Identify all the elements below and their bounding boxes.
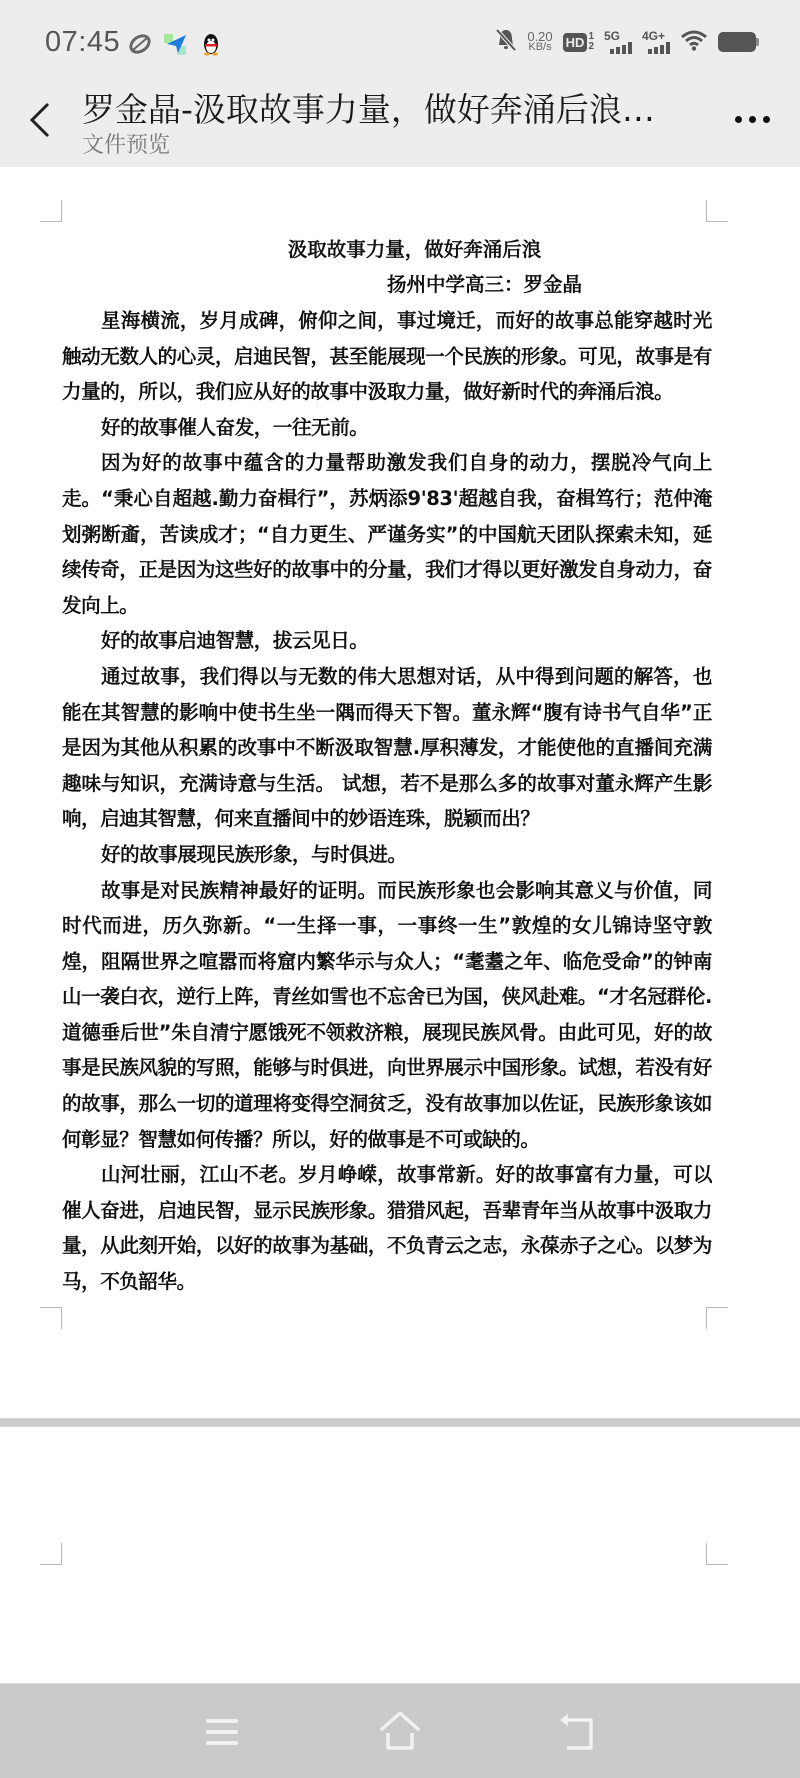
back-icon xyxy=(557,1712,601,1752)
page-corner-mark xyxy=(706,1307,728,1329)
essay-author: 扬州中学高三：罗金晶 xyxy=(386,273,582,296)
home-icon xyxy=(378,1712,422,1752)
document-body xyxy=(62,232,712,1300)
sync-icon xyxy=(128,33,152,59)
document-page-2[interactable] xyxy=(0,1427,800,1683)
mute-bell-icon xyxy=(495,28,517,56)
section-heading: 好的故事催人奋发，一往无前。 xyxy=(101,415,369,439)
more-dot-icon xyxy=(749,116,756,123)
qq-penguin-icon xyxy=(200,32,222,60)
paper-plane-icon xyxy=(164,32,188,60)
page-corner-mark xyxy=(706,1543,728,1565)
battery-icon xyxy=(718,32,756,52)
paragraph: 因为好的故事中蕴含的力量帮助激发我们自身的动力，摆脱冷气向上走。“秉心自超越.勤力奋楫行”，苏炳添9'83'超越自我，奋楫笃行；范仲淹划粥断齑，苦读成才；“自力更生、严谨务实”的中国航天团队探索未知，延续传奇，正是因为这些好的故事中的分量，我们才得以更好激发自身动力，奋发向上。 xyxy=(62,451,712,617)
signal-5g-icon: 5G xyxy=(604,30,632,54)
more-options-button[interactable] xyxy=(735,110,770,129)
essay-title: 汲取故事力量，做好奔涌后浪 xyxy=(287,238,542,261)
app-header xyxy=(0,70,800,167)
home-button[interactable] xyxy=(378,1712,422,1752)
signal-4g-icon: 4G+ xyxy=(642,30,670,54)
paragraph: 故事是对民族精神最好的证明。而民族形象也会影响其意义与价值，同时代而进，历久弥新。“一生择一事，一事终一生”敦煌的女儿锦诗坚守敦煌，阻隔世界之喧嚣而将窟内繁华示与众人；“耄耋之年、临危受命”的钟南山一袭白衣，逆行上阵，青丝如雪也不忘舍已为国，侠风赴难。“才名冠群伦.道德垂后世”朱自清宁愿饿死不领救济粮，展现民族风骨。由此可见，好的故事是民族风貌的写照，能够与时俱进，向世界展示中国形象。试想，若没有好的故事，那么一切的道理将变得空洞贫乏，没有故事加以佐证，民族形象该如何彰显？智慧如何传播？所以，好的做事是不可或缺的。 xyxy=(62,878,712,1151)
status-time: 07:45 xyxy=(45,26,121,58)
paragraph: 山河壮丽，江山不老。岁月峥嵘，故事常新。好的故事富有力量，可以催人奋进，启迪民智，显示民族形象。猎猎风起，吾辈青年当从故事中汲取力量，从此刻开始，以好的故事为基础，不负青云之志，永葆赤子之心。以梦为马，不负韶华。 xyxy=(62,1163,712,1294)
document-title: 罗金晶-汲取故事力量，做好奔涌后浪… xyxy=(82,90,655,129)
more-dot-icon xyxy=(735,116,742,123)
system-back-button[interactable] xyxy=(557,1712,601,1752)
hd-voice-indicator: HD 1 2 xyxy=(563,32,594,52)
menu-icon xyxy=(200,1712,244,1752)
page-corner-mark xyxy=(40,1307,62,1329)
section-heading: 好的故事启迪智慧，拔云见日。 xyxy=(101,629,369,653)
recent-apps-button[interactable] xyxy=(200,1712,244,1752)
network-speed: 0.20 KB/s xyxy=(527,29,553,53)
paragraph: 星海横流，岁月成碑，俯仰之间，事过境迁，而好的故事总能穿越时光触动无数人的心灵，启迪民智，甚至能展现一个民族的形象。可见，故事是有力量的，所以，我们应从好的故事中汲取力量，做好新时代的奔涌后浪。 xyxy=(62,309,712,404)
paragraph: 通过故事，我们得以与无数的伟大思想对话，从中得到问题的解答，也能在其智慧的影响中使书生坐一隅而得天下智。董永辉“腹有诗书气自华”正是因为其他从积累的改事中不断汲取智慧.厚积薄发，才能使他的直播间充满趣味与知识，充满诗意与生活。 试想，若不是那么多的故事对董永辉产生影响，启迪其智慧，何来直播间中的妙语连珠，脱颖而出？ xyxy=(62,664,712,831)
system-navigation-bar xyxy=(0,1683,800,1778)
page-separator xyxy=(0,1418,800,1427)
document-page-1[interactable] xyxy=(0,167,800,1418)
page-corner-mark xyxy=(40,200,62,222)
page-corner-mark xyxy=(706,200,728,222)
header-subtitle: 文件预览 xyxy=(82,133,171,158)
more-dot-icon xyxy=(763,116,770,123)
wifi-icon xyxy=(680,29,708,55)
back-button[interactable] xyxy=(26,98,56,142)
system-indicators xyxy=(495,28,756,56)
page-corner-mark xyxy=(40,1543,62,1565)
notification-icons xyxy=(128,32,222,60)
section-heading: 好的故事展现民族形象，与时俱进。 xyxy=(101,842,407,866)
chevron-left-icon xyxy=(26,98,56,142)
